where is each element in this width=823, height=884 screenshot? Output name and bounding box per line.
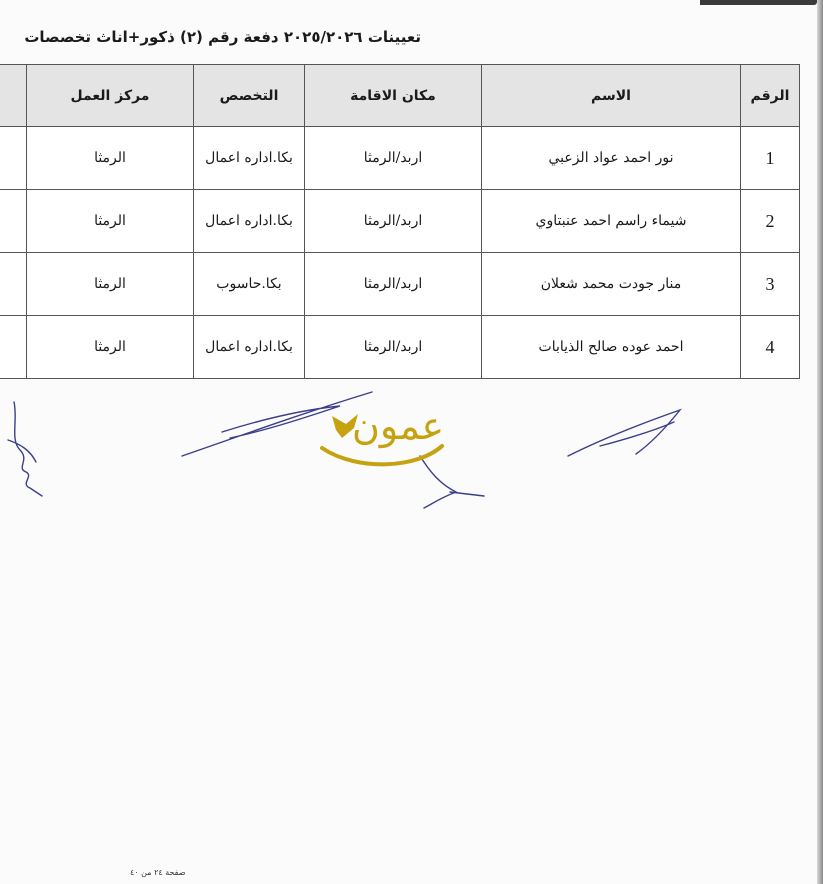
header-work-center: مركز العمل [27, 65, 194, 127]
cell-residence: اربد/الرمثا [305, 127, 482, 190]
cell-cut-off [0, 127, 27, 190]
cell-number: 4 [741, 316, 800, 379]
signature-right [568, 410, 680, 456]
document-title: تعيينات ٢٠٢٥/٢٠٢٦ دفعة رقم (٢) ذكور+اناث تخصصات [24, 28, 421, 46]
table-row [0, 190, 800, 253]
cell-specialization: بكا.اداره اعمال [194, 190, 305, 253]
cell-number: 3 [741, 253, 800, 316]
cell-residence: اربد/الرمثا [305, 253, 482, 316]
cell-name: نور احمد عواد الزعبي [482, 127, 741, 190]
cell-cut-off [0, 190, 27, 253]
header-number: الرقم [741, 65, 800, 127]
cell-name: منار جودت محمد شعلان [482, 253, 741, 316]
signature-left [8, 402, 42, 496]
cell-specialization: بكا.حاسوب [194, 253, 305, 316]
table-row [0, 253, 800, 316]
cell-cut-off [0, 316, 27, 379]
watermark-swoosh [322, 446, 442, 464]
cell-residence: اربد/الرمثا [305, 190, 482, 253]
cell-work-center: الرمثا [27, 253, 194, 316]
cell-specialization: بكا.اداره اعمال [194, 316, 305, 379]
table-header-row [0, 65, 800, 127]
header-specialization: التخصص [194, 65, 305, 127]
cell-cut-off [0, 253, 27, 316]
cell-work-center: الرمثا [27, 127, 194, 190]
page-corner-shadow [700, 0, 817, 5]
appointments-table [0, 64, 800, 379]
cell-specialization: بكا.اداره اعمال [194, 127, 305, 190]
cell-work-center: الرمثا [27, 190, 194, 253]
cell-number: 1 [741, 127, 800, 190]
cell-name: شيماء راسم احمد عنبتاوي [482, 190, 741, 253]
page-number: صفحة ٢٤ من ٤٠ [130, 868, 186, 877]
cell-number: 2 [741, 190, 800, 253]
table-row [0, 127, 800, 190]
table-row [0, 316, 800, 379]
cell-residence: اربد/الرمثا [305, 316, 482, 379]
cell-work-center: الرمثا [27, 316, 194, 379]
cell-name: احمد عوده صالح الذيابات [482, 316, 741, 379]
header-residence: مكان الاقامة [305, 65, 482, 127]
header-cut-off [0, 65, 27, 127]
watermark-text: عمون [352, 404, 445, 448]
header-name: الاسم [482, 65, 741, 127]
